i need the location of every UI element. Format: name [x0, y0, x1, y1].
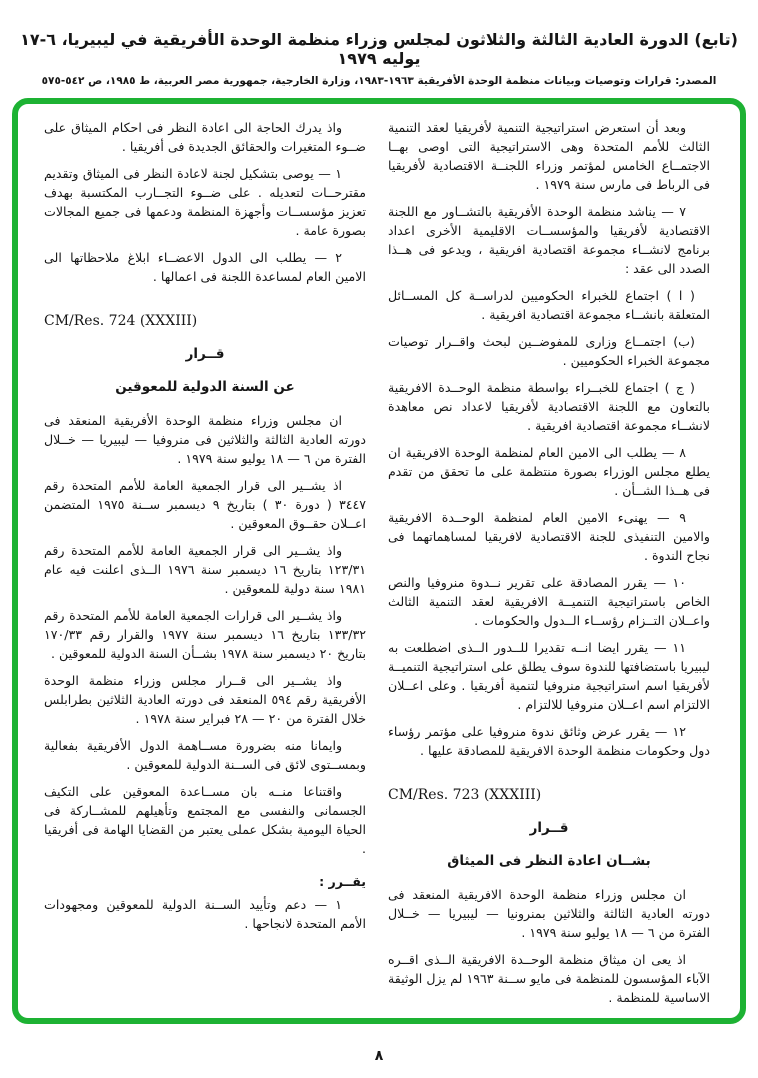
resolution-subject: بشــان اعادة النظر فى الميثاق: [447, 853, 651, 869]
paragraph-item-9: ٩ — يهنىء الامين العام لمنظمة الوحــدة الافريقية والامين التنفيذى للجنة الاقتصادية لافريقيا لمساهماتهما فى نجاح الندوة .: [388, 510, 710, 563]
green-frame: [12, 98, 746, 1024]
paragraph: وبعد أن استعرض استراتيجية التنمية لأفريقيا لعقد التنمية الثالث للأمم المتحدة وهى الاستراتيجية التى اوصى بهــا الاجتمــاع الخامس لمؤتمر وزراء اللجنــة الاقتصادية لأفريقيا فى الرباط فى مارس سنة ١٩٧٩ .: [388, 120, 710, 192]
paragraph-item-12: ١٢ — يقرر عرض وثائق ندوة منروفيا على مؤتمر رؤساء دول وحكومات منظمة الوحدة الافريقية للمصادقة عليها .: [388, 724, 710, 758]
left-column: [44, 118, 366, 1010]
paragraph-preamble: واذ يشــير الى قرارات الجمعية العامة للأمم المتحدة رقم ١٣٣/٣٢ بتاريخ ١٦ ديسمبر سنة ١٩٧٧ والقرار رقم ١٧٠/٣٣ بتاريخ ٢٠ ديسمبر سنة ١٩٧٨ بشــأن السنة الدولية للمعوقين .: [44, 608, 366, 661]
resolution-title: قــرار: [529, 820, 569, 836]
resolution-code-724: CM/Res. 724 (XXXIII): [44, 313, 198, 329]
paragraph-preamble: وايمانا منه بضرورة مســاهمة الدول الأفريقية بفعالية وبمســتوى لائق فى الســنة الدولية للمعوقين .: [44, 738, 366, 772]
paragraph-item-10: ١٠ — يقرر المصادقة على تقرير نــدوة منروفيا والنص الخاص باستراتيجية التنميــة الافريقية لعقد التنمية الثالث واعــلان التــزام رؤســاء الــدول والحكومات .: [388, 575, 710, 628]
resolution-subject: عن السنة الدولية للمعوقين: [115, 379, 295, 395]
page-number: ٨: [374, 1048, 384, 1064]
paragraph-item-1: ١ — يوصى بتشكيل لجنة لاعادة النظر فى الميثاق وتقديم مقترحــات لتعديله . على ضــوء التجــارب المكتسبة بهدف تعزيز مؤسســات وأجهزة المنظمة ودعمها فى جميع المجالات بصورة عامة .: [44, 166, 366, 238]
paragraph-preamble: واذ يشــير الى قرار الجمعية العامة للأمم المتحدة رقم ١٢٣/٣١ بتاريخ ١٦ ديسمبر سنة ١٩٧٦ الــذى اعلنت فيه عام ١٩٨١ سنة دولية للمعوقين .: [44, 543, 366, 596]
resolution-code-723: CM/Res. 723 (XXXIII): [388, 787, 542, 803]
page-header: [0, 0, 758, 87]
paragraph-preamble: اذ يشــير الى قرار الجمعية العامة للأمم المتحدة رقم ٣٤٤٧ ( دورة ٣٠ ) بتاريخ ٩ ديسمبر ســنة ١٩٧٥ المتضمن اعــلان حقــوق المعوقين .: [44, 478, 366, 531]
source-citation: المصدر: قرارات وتوصيات وبيانات منظمة الوحدة الأفريقية ١٩٦٣-١٩٨٣، وزارة الخارجية، جمهورية مصر العربية، ط ١٩٨٥، ص ٥٤٢-٥٧٥: [41, 75, 717, 87]
paragraph-item-8: ٨ — يطلب الى الامين العام لمنظمة الوحدة الافريقية ان يطلع مجلس الوزراء بصورة منتظمة على ما تحقق من تقدم فى هــذا الشــأن .: [388, 445, 710, 498]
paragraph-preamble: واذ يدرك الحاجة الى اعادة النظر فى احكام الميثاق على ضــوء المتغيرات والحقائق الجديدة فى أفريقيا .: [44, 120, 366, 154]
resolution-title: قــرار: [185, 346, 225, 362]
paragraph-preamble: واقتناعا منــه بان مســاعدة المعوقين على التكيف الجسمانى والنفسى مع المجتمع وتأهيلهم للمشــاركة فى الحياة اليومية بشكل عملى يعتبر من القضايا الهامة فى أفريقيا .: [44, 784, 366, 856]
paragraph-operative-1: ١ — دعم وتأييد الســنة الدولية للمعوقين ومجهودات الأمم المتحدة لانجاحها .: [44, 897, 366, 931]
sub-item-b: (ب) اجتمــاع وزارى للمفوضــين لبحث واقــرار توصيات مجموعة الخبراء الحكوميين .: [388, 334, 710, 368]
right-column: [388, 118, 710, 1010]
paragraph-item-11: ١١ — يقرر ايضا انــه تقديرا للــدور الــذى اضطلعت به ليبيريا باستضافتها للندوة سوف يطلق على استراتيجية التنميــة لأفريقيا اسم استراتيجية منروفيا لتنمية أفريقيا . وعلى اعــلان الالتزام اسم اعــلان منروفيا للالتزام .: [388, 640, 710, 712]
paragraph-preamble: واذ يشــير الى قــرار مجلس وزراء منظمة الوحدة الأفريقية رقم ٥٩٤ المنعقد فى دورته العادية الثلاثين بطرابلس خلال الفترة من ٢٠ — ٢٨ فبراير سنة ١٩٧٨ .: [44, 673, 366, 726]
session-title: (تابع) الدورة العادية الثالثة والثلاثون لمجلس وزراء منظمة الوحدة الأفريقية في ليبيريا، ٦-١٧ يوليه ١٩٧٩: [20, 30, 738, 68]
paragraph-preamble: اذ يعى ان ميثاق منظمة الوحــدة الافريقية الــذى اقــره الآباء المؤسسون للمنظمة فى مايو ســنة ١٩٦٣ لم يزل الوثيقة الاساسية للمنظمة .: [388, 952, 710, 1005]
paragraph-item-2: ٢ — يطلب الى الدول الاعضــاء ابلاغ ملاحظاتها الى الامين العام لمساعدة اللجنة فى اعمالها .: [44, 250, 366, 284]
sub-item-j: ( ج ) اجتماع للخبــراء بواسطة منظمة الوحــدة الافريقية بالتعاون مع اللجنة الاقتصادية لأفريقيا لاعداد نص معاهدة لانشــاء مجموعة اقتصادية افريقية .: [388, 380, 710, 433]
decides-label: يقــرر :: [319, 874, 366, 889]
sub-item-a: ( ا ) اجتماع للخبراء الحكوميين لدراســة كل المســائل المتعلقة بانشــاء مجموعة اقتصادية افريقية .: [388, 288, 710, 322]
paragraph-item-7: ٧ — يناشد منظمة الوحدة الأفريقية بالتشــاور مع اللجنة الاقتصادية لأفريقيا والمؤسســات الاقليمية الأخرى اعداد برنامج لانشــاء مجموعة اقتصادية افريقية ، ويدعو فى هــذا الصدد الى عقد :: [388, 204, 710, 276]
two-column-layout: [44, 118, 710, 1010]
paragraph-preamble: ان مجلس وزراء منظمة الوحدة الافريقية المنعقد فى دورته العادية الثالثة والثلاثين بمنرونيا — ليبيريا — خــلال الفترة من ٦ — ١٨ يوليو سنة ١٩٧٩ .: [388, 887, 710, 940]
paragraph-preamble: ان مجلس وزراء منظمة الوحدة الأفريقية المنعقد فى دورته العادية الثالثة والثلاثين فى منروفيا — ليبيريا — خــلال الفترة من ٦ — ١٨ يوليو سنة ١٩٧٩ .: [44, 413, 366, 466]
